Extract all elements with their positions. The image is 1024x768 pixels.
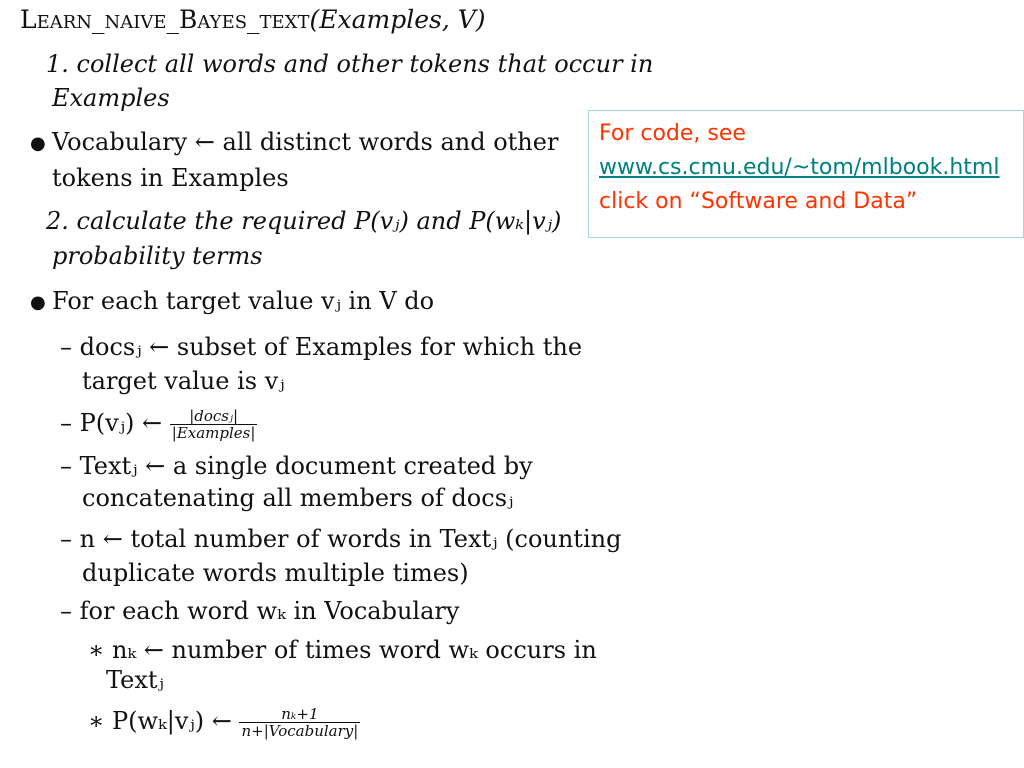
text-line-1: – Textⱼ ← a single document created by xyxy=(60,452,533,480)
bullet-vocabulary-text: Vocabulary ← all distinct words and other xyxy=(52,128,559,156)
step-2-line-2: probability terms xyxy=(52,242,263,270)
bullet-icon: ● xyxy=(30,292,46,313)
bullet-vocabulary xyxy=(30,128,559,156)
likelihood-lhs: ∗ P(wₖ|vⱼ) ← xyxy=(88,707,232,735)
likelihood-fraction xyxy=(239,706,360,739)
callout-line-3: click on “Software and Data” xyxy=(599,189,918,214)
prior-denominator: |Examples| xyxy=(171,424,256,442)
callout-line-1: For code, see xyxy=(599,121,746,146)
algorithm-title xyxy=(20,6,486,34)
bullet-for-each-text: For each target value vⱼ in V do xyxy=(52,287,435,315)
likelihood-formula xyxy=(88,706,360,739)
step-2-line-1: 2. calculate the required P(vⱼ) and P(wₖ|vⱼ) xyxy=(46,207,562,235)
docs-line-2: target value is vⱼ xyxy=(82,367,285,395)
prior-lhs: – P(vⱼ) ← xyxy=(60,409,163,437)
bullet-vocabulary-line-2: tokens in Examples xyxy=(52,164,289,192)
likelihood-denominator: n+|Vocabulary| xyxy=(241,722,359,740)
bullet-icon: ● xyxy=(30,133,46,154)
algorithm-name: Learn_naive_Bayes_text xyxy=(20,5,310,34)
prior-fraction xyxy=(170,408,258,441)
nk-line-2: Textⱼ xyxy=(106,666,164,694)
n-line-2: duplicate words multiple times) xyxy=(82,559,469,587)
text-line-2: concatenating all members of docsⱼ xyxy=(82,484,514,512)
bullet-for-each-target xyxy=(30,287,435,315)
algorithm-args: (Examples, V) xyxy=(309,5,486,34)
n-line-1: – n ← total number of words in Textⱼ (counting xyxy=(60,525,622,553)
prior-numerator: |docsⱼ| xyxy=(189,407,239,425)
step-1-line-1: 1. collect all words and other tokens that occur in xyxy=(46,50,654,78)
likelihood-numerator: nₖ+1 xyxy=(281,705,319,723)
step-1-line-2: Examples xyxy=(52,84,170,112)
code-callout-box xyxy=(588,110,1024,238)
docs-line-1: – docsⱼ ← subset of Examples for which the xyxy=(60,333,583,361)
for-each-word-line: – for each word wₖ in Vocabulary xyxy=(60,597,460,625)
mlbook-link[interactable]: www.cs.cmu.edu/~tom/mlbook.html xyxy=(599,155,1000,180)
nk-line-1: ∗ nₖ ← number of times word wₖ occurs in xyxy=(88,636,597,664)
prior-formula xyxy=(60,408,257,441)
